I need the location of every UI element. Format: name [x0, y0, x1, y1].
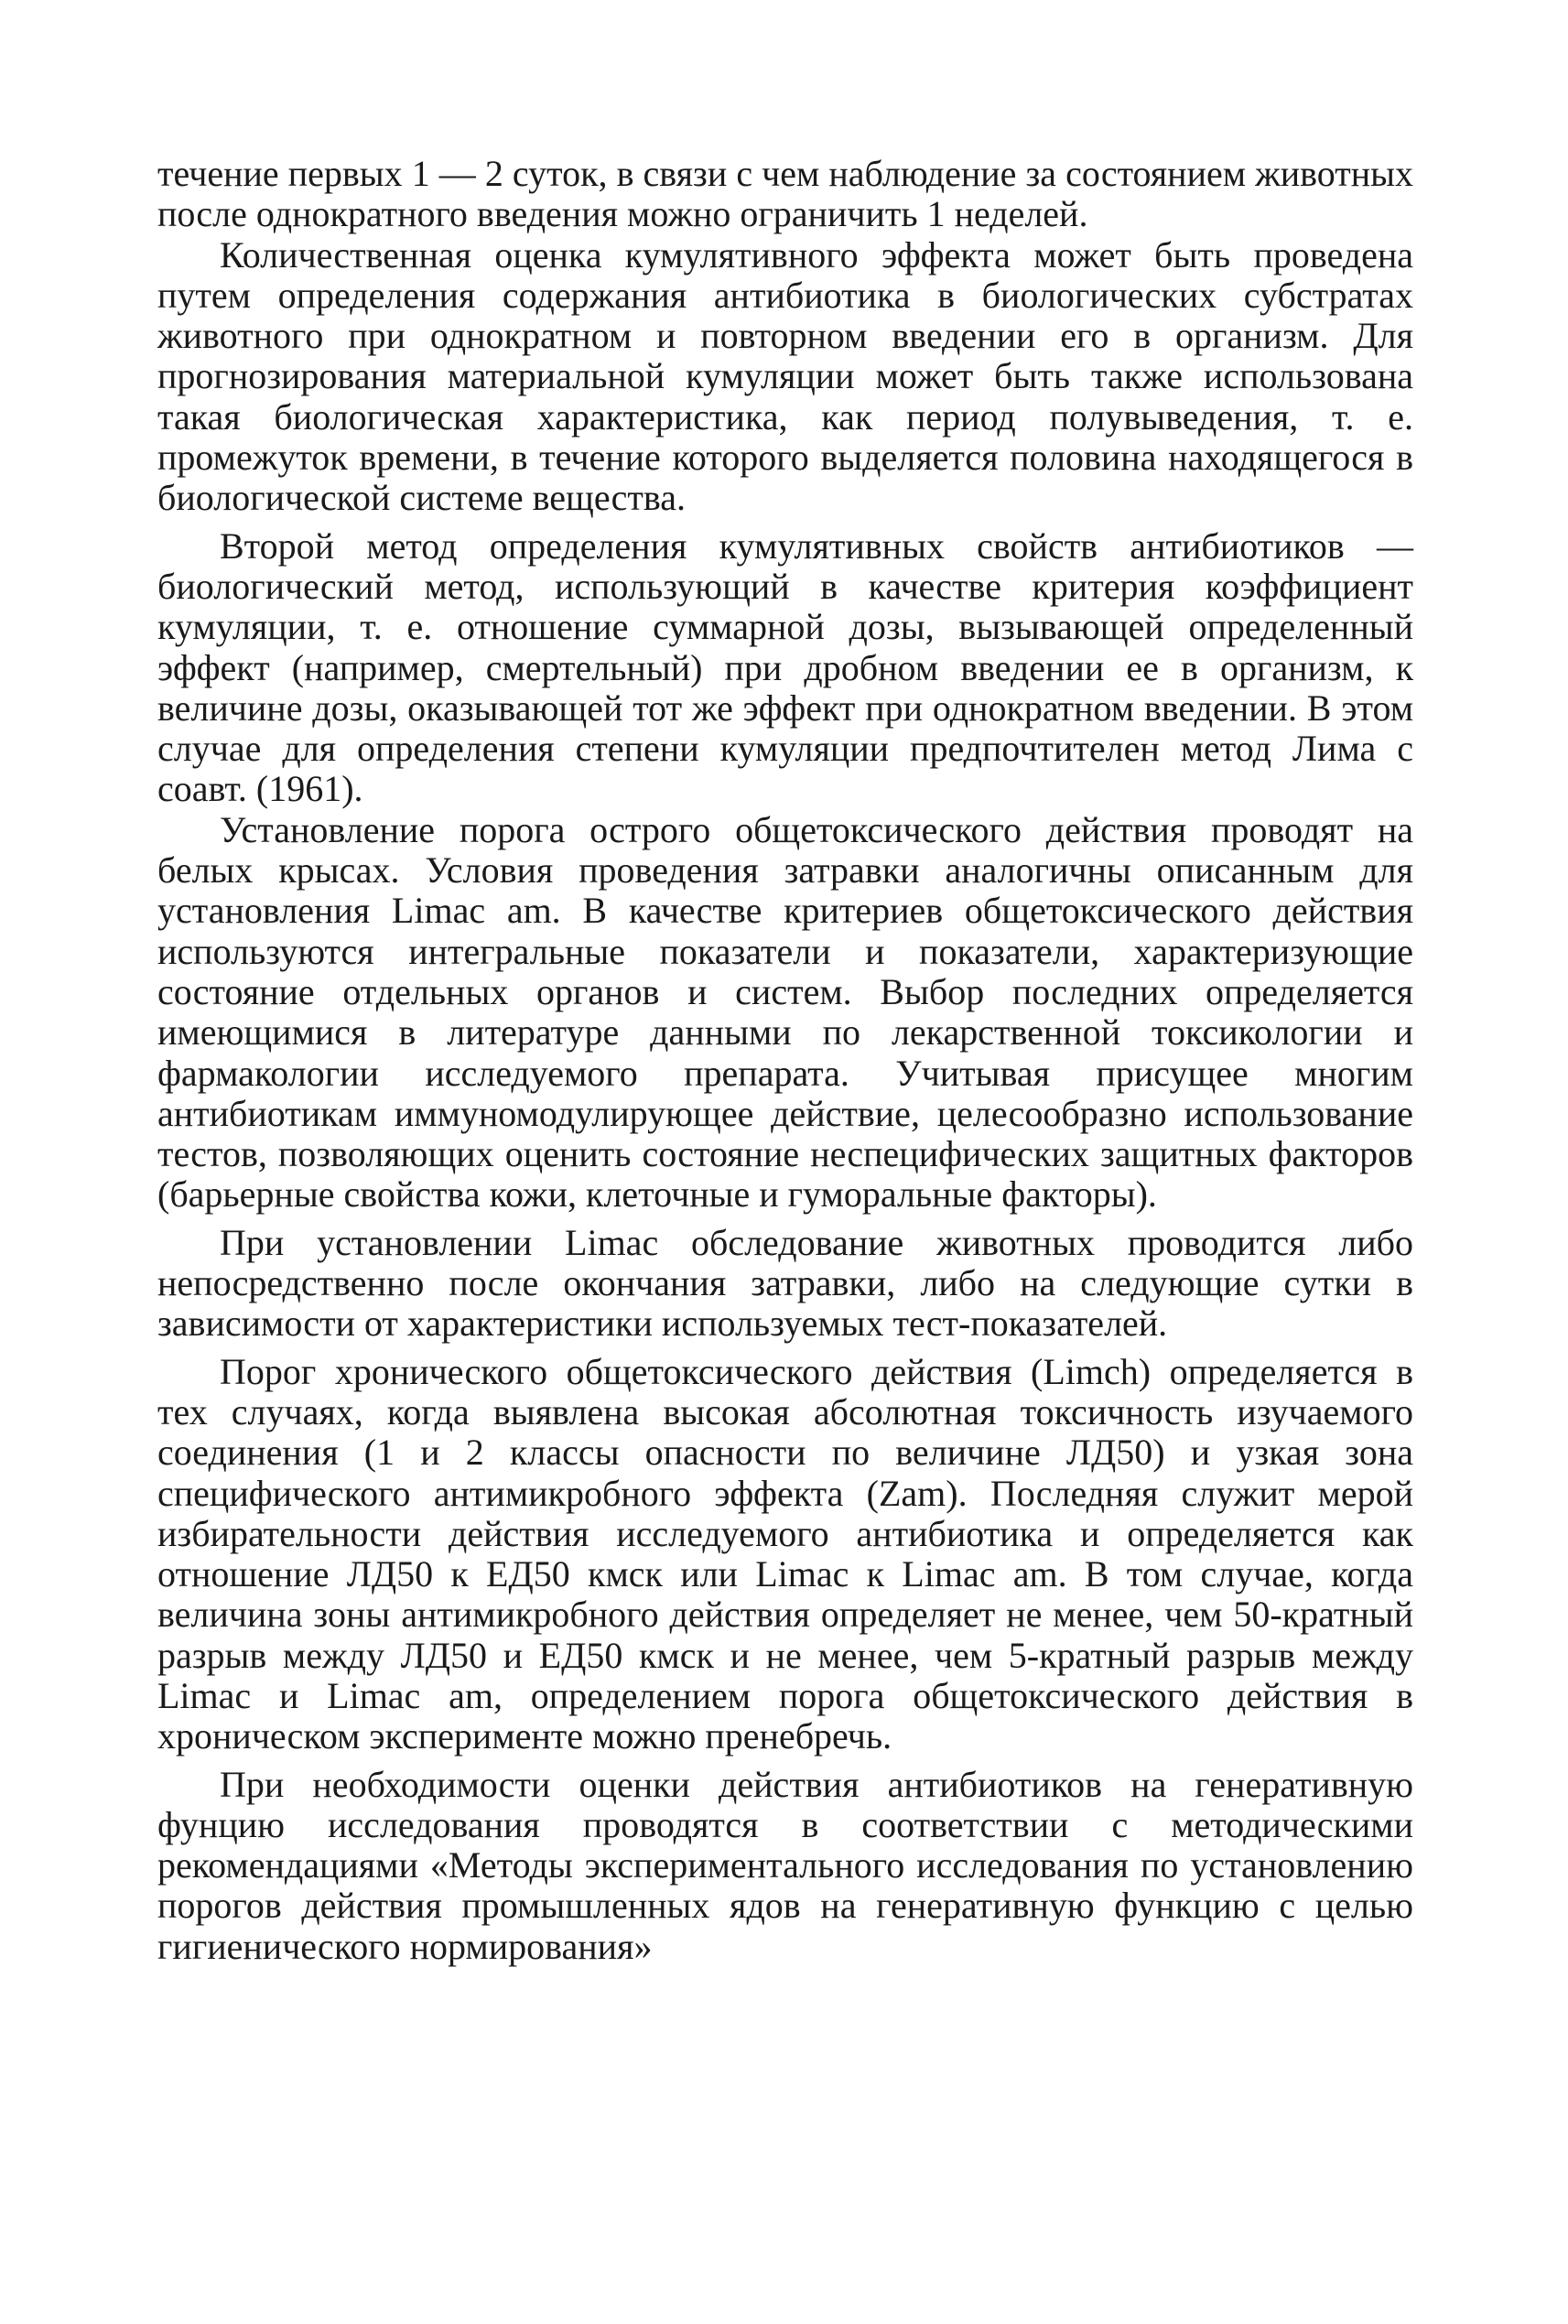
- paragraph-1: течение первых 1 — 2 суток, в связи с чем наблюдение за состоянием животных после однократного введения можно ограничить 1 неделей.: [157, 153, 1413, 235]
- paragraph-7: При необходимости оценки действия антибиотиков на генеративную фунцию исследования проводятся в соответствии с методическими рекомендациями «Методы экспериментального исследования по установлению порогов действия промышленных ядов на генеративную функцию с целью гигиенического нормирования»: [157, 1763, 1413, 1967]
- paragraph-6: Порог хронического общетоксического действия (Limch) определяется в тех случаях, когда выявлена высокая абсолютная токсичность изучаемого соединения (1 и 2 классы опасности по величине ЛД50) и узкая зона специфического антимикробного эффекта (Zam). Последняя служит мерой избирательности действия исследуемого антибиотика и определяется как отношение ЛД50 к ЕД50 кмск или Limac к Limac am. В том случае, когда величина зоны антимикробного действия определяет не менее, чем 50-кратный разрыв между ЛД50 и ЕД50 кмск и не менее, чем 5-кратный разрыв между Limac и Limac am, определением порога общетоксического действия в хроническом эксперименте можно пренебречь.: [157, 1350, 1413, 1757]
- paragraph-4: Установление порога острого общетоксического действия проводят на белых крысах. Условия проведения затравки аналогичны описанным для установления Limac am. В качестве критериев общетоксического действия используются интегральные показатели и показатели, характеризующие состояние отдельных органов и систем. Выбор последних определяется имеющимися в литературе данными по лекарственной токсикологии и фармакологии исследуемого препарата. Учитывая присущее многим антибиотикам иммуномодулирующее действие, целесообразно использование тестов, позволяющих оценить состояние неспецифических защитных факторов (барьерные свойства кожи, клеточные и гуморальные факторы).: [157, 808, 1413, 1216]
- paragraph-5: При установлении Limac обследование животных проводится либо непосредственно после окончания затравки, либо на следующие сутки в зависимости от характеристики используемых тест-показателей.: [157, 1221, 1413, 1345]
- paragraph-3: Второй метод определения кумулятивных свойств антибиотиков — биологический метод, использующий в качестве критерия коэффициент кумуляции, т. е. отношение суммарной дозы, вызывающей определенный эффект (например, смертельный) при дробном введении ее в организм, к величине дозы, оказывающей тот же эффект при однократном введении. В этом случае для определения степени кумуляции предпочтителен метод Лима с соавт. (1961).: [157, 524, 1413, 810]
- document-page: [157, 154, 1413, 1967]
- paragraph-2: Количественная оценка кумулятивного эффекта может быть проведена путем определения содержания антибиотика в биологических субстратах животного при однократном и повторном введении его в организм. Для прогнозирования материальной кумуляции может быть также использована такая биологическая характеристика, как период полувыведения, т. е. промежуток времени, в течение которого выделяется половина находящегося в биологической системе вещества.: [157, 233, 1413, 519]
